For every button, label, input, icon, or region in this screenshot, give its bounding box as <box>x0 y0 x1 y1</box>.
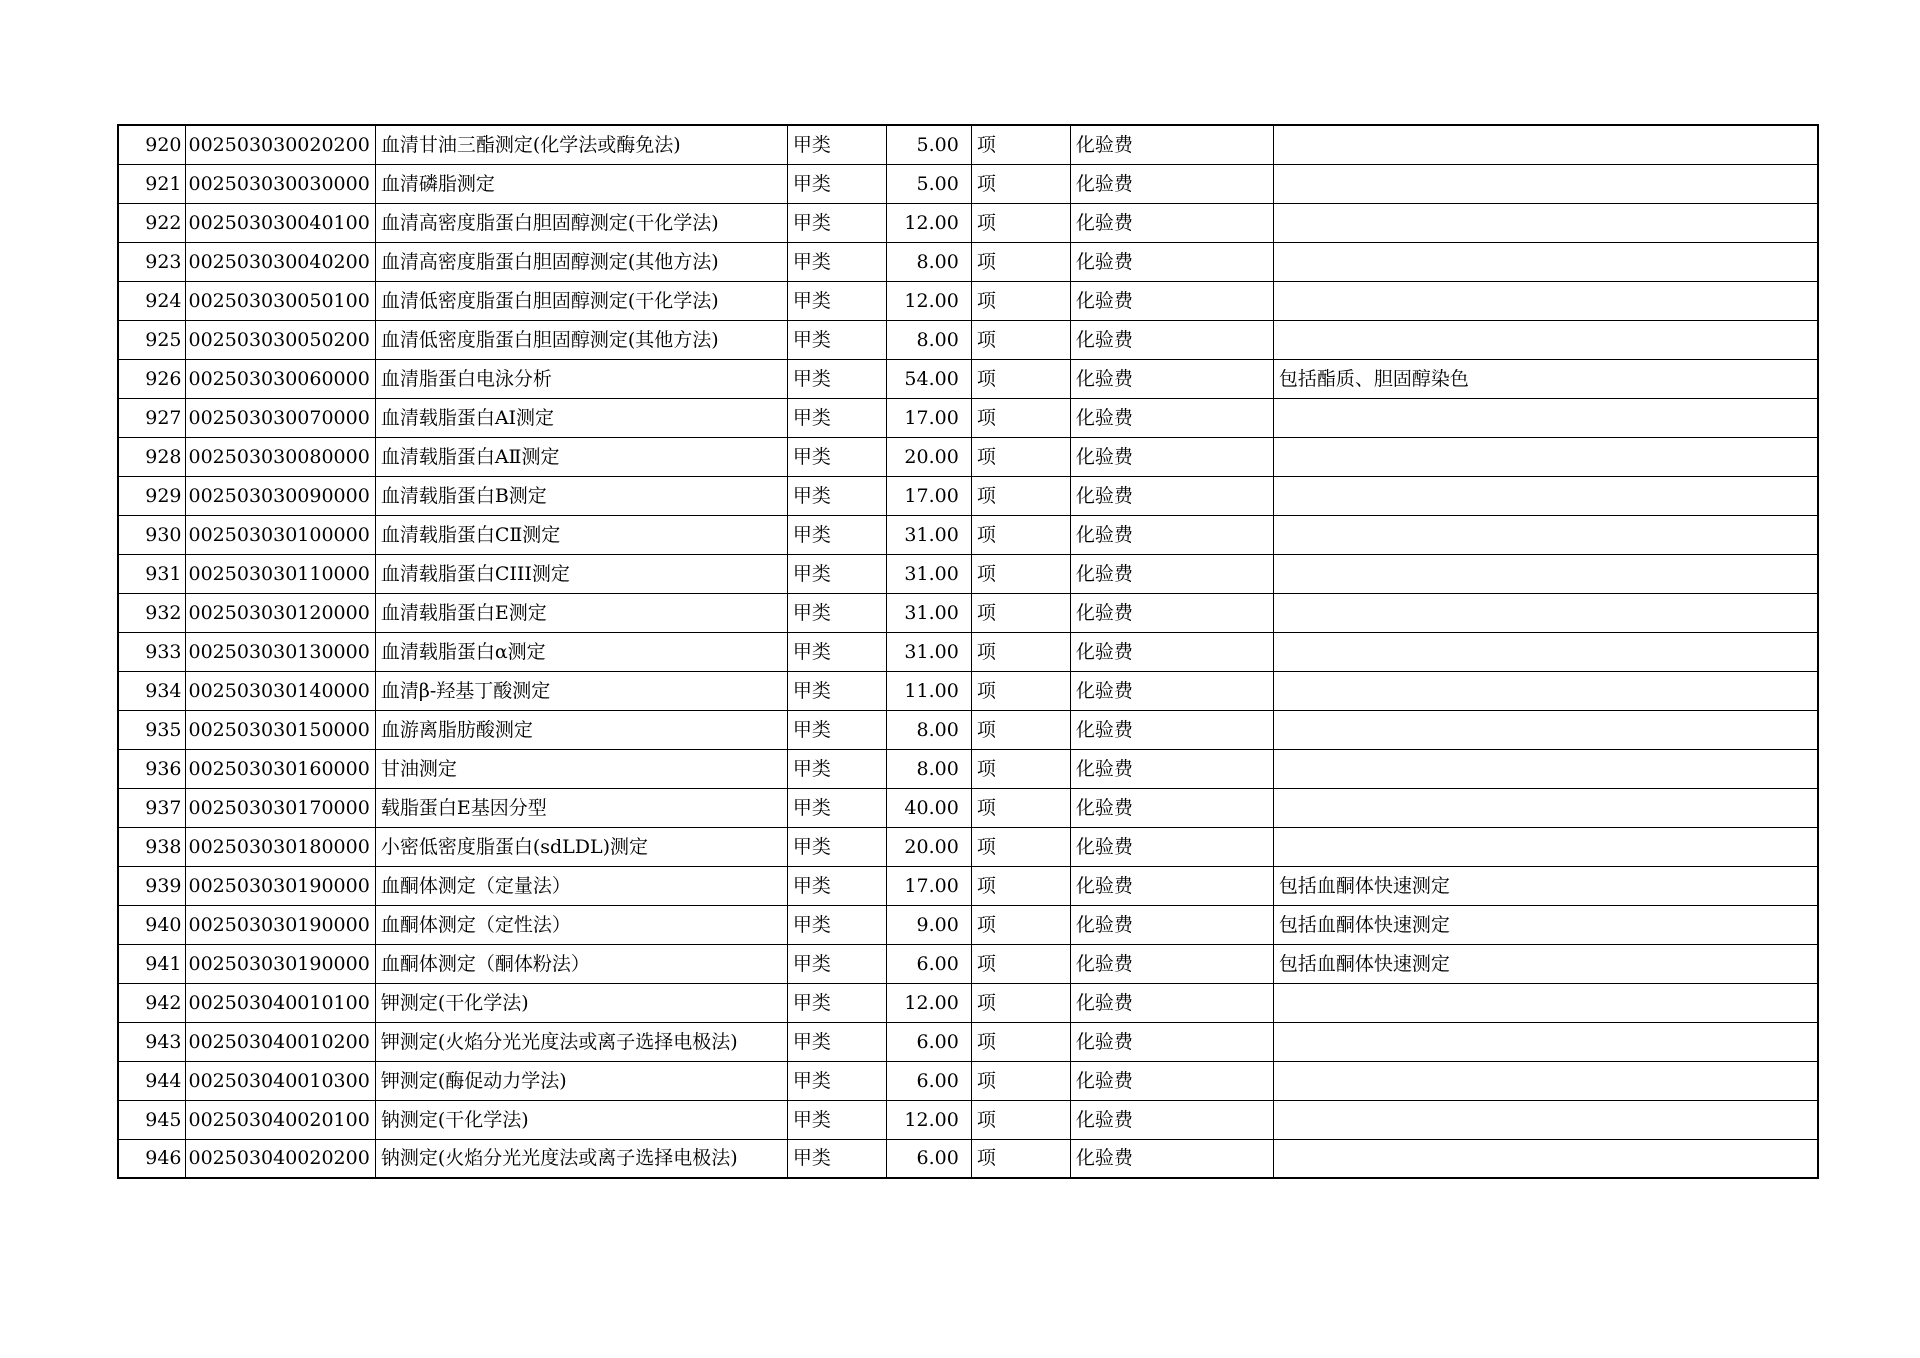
item-name: 血清载脂蛋白AⅡ测定 <box>375 437 787 476</box>
table-row <box>118 164 1818 203</box>
insurance-class: 甲类 <box>787 281 886 320</box>
item-note: 包括血酮体快速测定 <box>1273 905 1818 944</box>
fee-category: 化验费 <box>1070 476 1273 515</box>
row-number: 929 <box>118 476 185 515</box>
item-price: 8.00 <box>886 242 971 281</box>
fee-category: 化验费 <box>1070 710 1273 749</box>
item-price: 11.00 <box>886 671 971 710</box>
insurance-class: 甲类 <box>787 944 886 983</box>
insurance-class: 甲类 <box>787 359 886 398</box>
fee-category: 化验费 <box>1070 515 1273 554</box>
item-code: 002503030150000 <box>185 710 375 749</box>
fee-category: 化验费 <box>1070 554 1273 593</box>
table-row <box>118 281 1818 320</box>
billing-unit: 项 <box>971 398 1070 437</box>
item-code: 002503030140000 <box>185 671 375 710</box>
item-note <box>1273 983 1818 1022</box>
fee-category: 化验费 <box>1070 398 1273 437</box>
billing-unit: 项 <box>971 554 1070 593</box>
billing-unit: 项 <box>971 1139 1070 1178</box>
item-note: 包括酯质、胆固醇染色 <box>1273 359 1818 398</box>
row-number: 926 <box>118 359 185 398</box>
item-name: 血清磷脂测定 <box>375 164 787 203</box>
row-number: 938 <box>118 827 185 866</box>
table-row <box>118 788 1818 827</box>
item-name: 钠测定(干化学法) <box>375 1100 787 1139</box>
fee-category: 化验费 <box>1070 827 1273 866</box>
item-note <box>1273 1100 1818 1139</box>
item-name: 血清甘油三酯测定(化学法或酶免法) <box>375 125 787 164</box>
table-row <box>118 242 1818 281</box>
item-code: 002503030190000 <box>185 866 375 905</box>
item-note <box>1273 437 1818 476</box>
billing-unit: 项 <box>971 164 1070 203</box>
insurance-class: 甲类 <box>787 398 886 437</box>
item-code: 002503030080000 <box>185 437 375 476</box>
insurance-class: 甲类 <box>787 1022 886 1061</box>
billing-unit: 项 <box>971 827 1070 866</box>
fee-category: 化验费 <box>1070 203 1273 242</box>
row-number: 921 <box>118 164 185 203</box>
item-code: 002503030060000 <box>185 359 375 398</box>
item-note <box>1273 476 1818 515</box>
row-number: 924 <box>118 281 185 320</box>
table-row <box>118 827 1818 866</box>
insurance-class: 甲类 <box>787 203 886 242</box>
item-note <box>1273 125 1818 164</box>
item-name: 血酮体测定（酮体粉法） <box>375 944 787 983</box>
item-note: 包括血酮体快速测定 <box>1273 944 1818 983</box>
item-name: 血清脂蛋白电泳分析 <box>375 359 787 398</box>
item-name: 血清高密度脂蛋白胆固醇测定(其他方法) <box>375 242 787 281</box>
fee-category: 化验费 <box>1070 320 1273 359</box>
item-code: 002503040020100 <box>185 1100 375 1139</box>
insurance-class: 甲类 <box>787 671 886 710</box>
table-row <box>118 515 1818 554</box>
item-price: 12.00 <box>886 1100 971 1139</box>
item-name: 钾测定(酶促动力学法) <box>375 1061 787 1100</box>
fee-category: 化验费 <box>1070 359 1273 398</box>
table-row <box>118 203 1818 242</box>
row-number: 925 <box>118 320 185 359</box>
item-price: 8.00 <box>886 749 971 788</box>
insurance-class: 甲类 <box>787 983 886 1022</box>
insurance-class: 甲类 <box>787 593 886 632</box>
item-code: 002503030040100 <box>185 203 375 242</box>
item-price: 20.00 <box>886 437 971 476</box>
fee-category: 化验费 <box>1070 242 1273 281</box>
row-number: 946 <box>118 1139 185 1178</box>
item-price: 12.00 <box>886 983 971 1022</box>
billing-unit: 项 <box>971 281 1070 320</box>
item-price: 6.00 <box>886 1139 971 1178</box>
fee-category: 化验费 <box>1070 125 1273 164</box>
row-number: 931 <box>118 554 185 593</box>
item-name: 载脂蛋白E基因分型 <box>375 788 787 827</box>
item-price: 9.00 <box>886 905 971 944</box>
item-price: 17.00 <box>886 398 971 437</box>
table-row <box>118 866 1818 905</box>
fee-category: 化验费 <box>1070 1100 1273 1139</box>
fee-category: 化验费 <box>1070 593 1273 632</box>
item-name: 钾测定(火焰分光光度法或离子选择电极法) <box>375 1022 787 1061</box>
item-name: 血清载脂蛋白α测定 <box>375 632 787 671</box>
table-row <box>118 1022 1818 1061</box>
fee-table <box>117 124 1819 1179</box>
item-note <box>1273 1061 1818 1100</box>
row-number: 932 <box>118 593 185 632</box>
fee-category: 化验费 <box>1070 905 1273 944</box>
insurance-class: 甲类 <box>787 866 886 905</box>
item-code: 002503040010200 <box>185 1022 375 1061</box>
insurance-class: 甲类 <box>787 827 886 866</box>
item-price: 6.00 <box>886 944 971 983</box>
insurance-class: 甲类 <box>787 320 886 359</box>
fee-category: 化验费 <box>1070 437 1273 476</box>
item-code: 002503030100000 <box>185 515 375 554</box>
item-price: 6.00 <box>886 1061 971 1100</box>
table-row <box>118 983 1818 1022</box>
item-note <box>1273 788 1818 827</box>
item-name: 血酮体测定（定量法） <box>375 866 787 905</box>
billing-unit: 项 <box>971 983 1070 1022</box>
fee-category: 化验费 <box>1070 281 1273 320</box>
row-number: 944 <box>118 1061 185 1100</box>
item-code: 002503030020200 <box>185 125 375 164</box>
billing-unit: 项 <box>971 242 1070 281</box>
item-note <box>1273 203 1818 242</box>
item-name: 血清低密度脂蛋白胆固醇测定(其他方法) <box>375 320 787 359</box>
row-number: 928 <box>118 437 185 476</box>
table-row <box>118 671 1818 710</box>
item-code: 002503030190000 <box>185 905 375 944</box>
billing-unit: 项 <box>971 1061 1070 1100</box>
insurance-class: 甲类 <box>787 164 886 203</box>
item-note <box>1273 593 1818 632</box>
table-row <box>118 398 1818 437</box>
insurance-class: 甲类 <box>787 1139 886 1178</box>
billing-unit: 项 <box>971 320 1070 359</box>
table-row <box>118 710 1818 749</box>
item-name: 钾测定(干化学法) <box>375 983 787 1022</box>
table-row <box>118 554 1818 593</box>
billing-unit: 项 <box>971 671 1070 710</box>
row-number: 940 <box>118 905 185 944</box>
table-row <box>118 359 1818 398</box>
row-number: 934 <box>118 671 185 710</box>
table-row <box>118 1139 1818 1178</box>
table-row <box>118 944 1818 983</box>
item-code: 002503030170000 <box>185 788 375 827</box>
table-row <box>118 632 1818 671</box>
item-note <box>1273 320 1818 359</box>
table-row <box>118 125 1818 164</box>
row-number: 939 <box>118 866 185 905</box>
insurance-class: 甲类 <box>787 632 886 671</box>
fee-category: 化验费 <box>1070 944 1273 983</box>
item-price: 5.00 <box>886 125 971 164</box>
row-number: 941 <box>118 944 185 983</box>
item-price: 8.00 <box>886 710 971 749</box>
item-name: 血清载脂蛋白B测定 <box>375 476 787 515</box>
insurance-class: 甲类 <box>787 710 886 749</box>
fee-category: 化验费 <box>1070 671 1273 710</box>
item-name: 血清载脂蛋白AⅠ测定 <box>375 398 787 437</box>
billing-unit: 项 <box>971 476 1070 515</box>
item-name: 血清载脂蛋白E测定 <box>375 593 787 632</box>
item-price: 31.00 <box>886 515 971 554</box>
table-row <box>118 593 1818 632</box>
row-number: 937 <box>118 788 185 827</box>
row-number: 936 <box>118 749 185 788</box>
item-name: 血清高密度脂蛋白胆固醇测定(干化学法) <box>375 203 787 242</box>
insurance-class: 甲类 <box>787 554 886 593</box>
row-number: 945 <box>118 1100 185 1139</box>
item-name: 血清β-羟基丁酸测定 <box>375 671 787 710</box>
item-price: 31.00 <box>886 593 971 632</box>
billing-unit: 项 <box>971 944 1070 983</box>
item-code: 002503030160000 <box>185 749 375 788</box>
item-name: 血清低密度脂蛋白胆固醇测定(干化学法) <box>375 281 787 320</box>
item-note <box>1273 554 1818 593</box>
fee-category: 化验费 <box>1070 1022 1273 1061</box>
billing-unit: 项 <box>971 1022 1070 1061</box>
row-number: 927 <box>118 398 185 437</box>
fee-category: 化验费 <box>1070 983 1273 1022</box>
item-code: 002503030050100 <box>185 281 375 320</box>
row-number: 943 <box>118 1022 185 1061</box>
item-code: 002503040010100 <box>185 983 375 1022</box>
item-note <box>1273 1022 1818 1061</box>
item-name: 小密低密度脂蛋白(sdLDL)测定 <box>375 827 787 866</box>
billing-unit: 项 <box>971 710 1070 749</box>
insurance-class: 甲类 <box>787 242 886 281</box>
item-code: 002503030050200 <box>185 320 375 359</box>
item-note <box>1273 398 1818 437</box>
insurance-class: 甲类 <box>787 515 886 554</box>
table-row <box>118 437 1818 476</box>
item-code: 002503030190000 <box>185 944 375 983</box>
item-name: 血游离脂肪酸测定 <box>375 710 787 749</box>
table-row <box>118 1100 1818 1139</box>
item-price: 54.00 <box>886 359 971 398</box>
item-code: 002503030110000 <box>185 554 375 593</box>
billing-unit: 项 <box>971 905 1070 944</box>
billing-unit: 项 <box>971 593 1070 632</box>
fee-category: 化验费 <box>1070 788 1273 827</box>
item-name: 血清载脂蛋白CIII测定 <box>375 554 787 593</box>
row-number: 922 <box>118 203 185 242</box>
item-note <box>1273 164 1818 203</box>
insurance-class: 甲类 <box>787 1100 886 1139</box>
billing-unit: 项 <box>971 359 1070 398</box>
insurance-class: 甲类 <box>787 749 886 788</box>
row-number: 930 <box>118 515 185 554</box>
billing-unit: 项 <box>971 437 1070 476</box>
table-body <box>118 125 1818 1178</box>
table-row <box>118 476 1818 515</box>
item-code: 002503030130000 <box>185 632 375 671</box>
item-note <box>1273 827 1818 866</box>
item-code: 002503030120000 <box>185 593 375 632</box>
table-row <box>118 320 1818 359</box>
item-price: 40.00 <box>886 788 971 827</box>
item-note <box>1273 632 1818 671</box>
insurance-class: 甲类 <box>787 125 886 164</box>
billing-unit: 项 <box>971 632 1070 671</box>
item-code: 002503030070000 <box>185 398 375 437</box>
fee-category: 化验费 <box>1070 1061 1273 1100</box>
billing-unit: 项 <box>971 749 1070 788</box>
item-code: 002503030180000 <box>185 827 375 866</box>
item-note <box>1273 1139 1818 1178</box>
item-name: 血酮体测定（定性法） <box>375 905 787 944</box>
item-price: 12.00 <box>886 203 971 242</box>
item-code: 002503040020200 <box>185 1139 375 1178</box>
row-number: 942 <box>118 983 185 1022</box>
fee-category: 化验费 <box>1070 164 1273 203</box>
item-code: 002503030090000 <box>185 476 375 515</box>
billing-unit: 项 <box>971 866 1070 905</box>
row-number: 923 <box>118 242 185 281</box>
item-note <box>1273 749 1818 788</box>
item-price: 17.00 <box>886 476 971 515</box>
row-number: 920 <box>118 125 185 164</box>
item-note <box>1273 671 1818 710</box>
row-number: 935 <box>118 710 185 749</box>
insurance-class: 甲类 <box>787 788 886 827</box>
billing-unit: 项 <box>971 515 1070 554</box>
fee-category: 化验费 <box>1070 1139 1273 1178</box>
item-price: 20.00 <box>886 827 971 866</box>
insurance-class: 甲类 <box>787 476 886 515</box>
item-price: 17.00 <box>886 866 971 905</box>
item-price: 5.00 <box>886 164 971 203</box>
item-note <box>1273 515 1818 554</box>
insurance-class: 甲类 <box>787 1061 886 1100</box>
fee-category: 化验费 <box>1070 866 1273 905</box>
item-note <box>1273 242 1818 281</box>
billing-unit: 项 <box>971 203 1070 242</box>
item-name: 血清载脂蛋白CⅡ测定 <box>375 515 787 554</box>
insurance-class: 甲类 <box>787 437 886 476</box>
item-name: 甘油测定 <box>375 749 787 788</box>
item-price: 6.00 <box>886 1022 971 1061</box>
item-name: 钠测定(火焰分光光度法或离子选择电极法) <box>375 1139 787 1178</box>
billing-unit: 项 <box>971 1100 1070 1139</box>
item-note <box>1273 281 1818 320</box>
item-code: 002503040010300 <box>185 1061 375 1100</box>
item-note <box>1273 710 1818 749</box>
billing-unit: 项 <box>971 125 1070 164</box>
item-price: 8.00 <box>886 320 971 359</box>
table-row <box>118 749 1818 788</box>
table-row <box>118 1061 1818 1100</box>
billing-unit: 项 <box>971 788 1070 827</box>
item-code: 002503030040200 <box>185 242 375 281</box>
fee-category: 化验费 <box>1070 632 1273 671</box>
item-price: 31.00 <box>886 632 971 671</box>
insurance-class: 甲类 <box>787 905 886 944</box>
item-note: 包括血酮体快速测定 <box>1273 866 1818 905</box>
row-number: 933 <box>118 632 185 671</box>
item-code: 002503030030000 <box>185 164 375 203</box>
item-price: 31.00 <box>886 554 971 593</box>
table-row <box>118 905 1818 944</box>
fee-category: 化验费 <box>1070 749 1273 788</box>
item-price: 12.00 <box>886 281 971 320</box>
